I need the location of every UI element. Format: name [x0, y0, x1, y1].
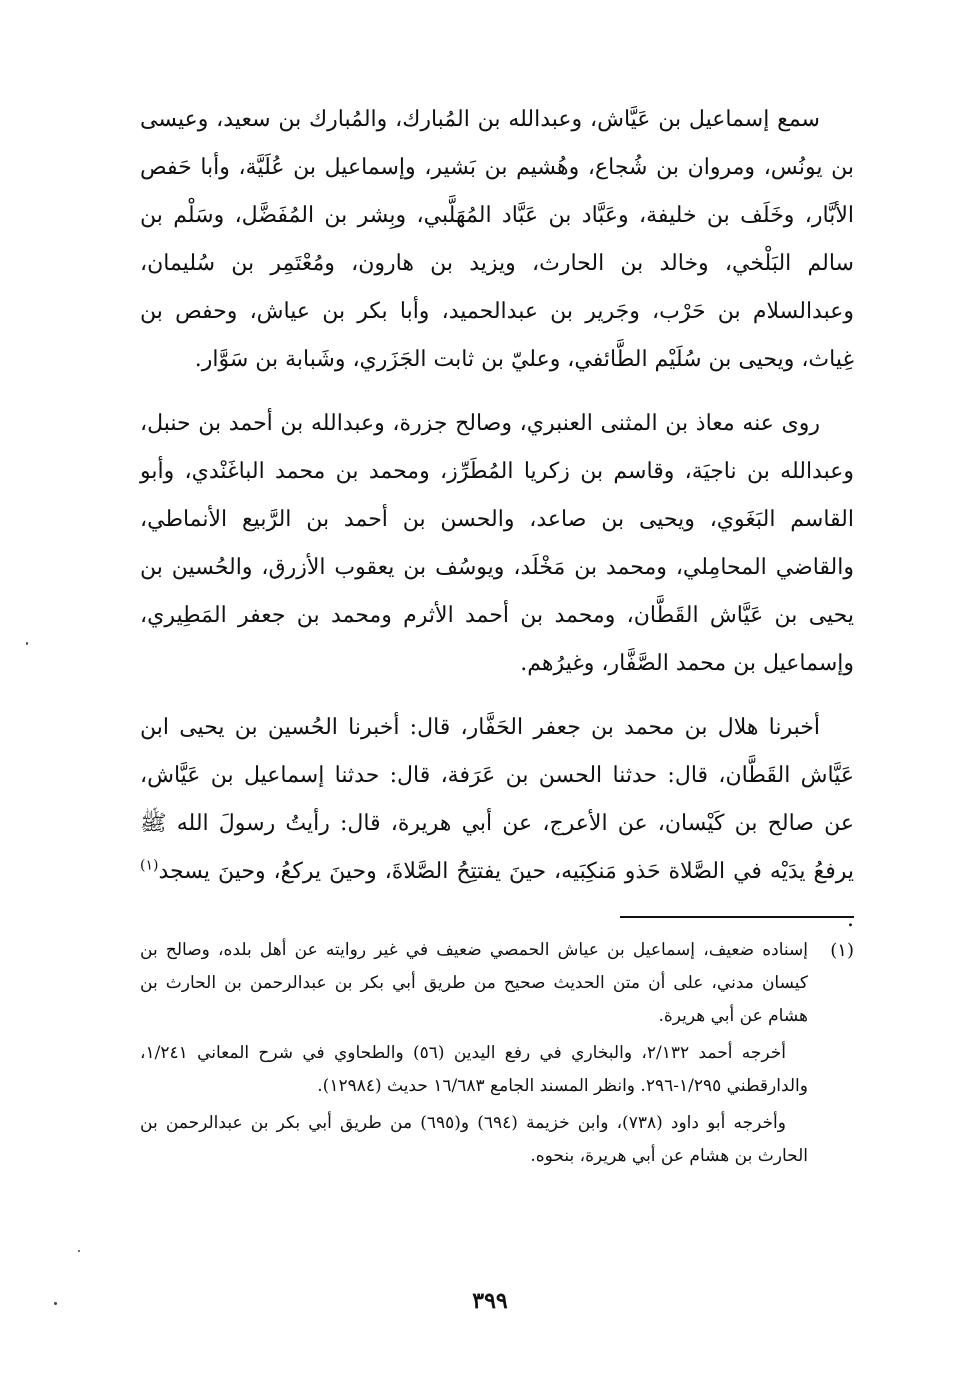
footnote-number: (١)	[830, 940, 854, 961]
footnote-paragraph-isnad: إسناده ضعيف، إسماعيل بن عياش الحمصي ضعيف في غير روايته عن أهل بلده، وصالح بن كيسان مدني، على أن متن الحديث صحيح من طريق أبي بكر بن عبدالرحمن بن الحارث بن هشام عن أبي هريرة.	[140, 940, 808, 1026]
footnote-reference: (١)	[140, 857, 159, 874]
footnote	[140, 934, 854, 1177]
hadith-text: أخبرنا هلال بن محمد بن جعفر الحَفَّار، قال: أخبرنا الحُسين بن يحيى ابن عَيَّاش القَطَّان، قال: حدثنا الحسن بن عَرَفة، قال: حدثنا إسماعيل بن عَيَّاش، عن صالح بن كَيْسان، عن الأعرج، عن أبي هريرة، قال: رأيتُ رسولَ الله ﷺ يرفعُ يدَيْه في الصَّلاة حَذو مَنكِبَيه، حينَ يفتتِحُ الصَّلاةَ، وحينَ يركعُ، وحينَ يسجد	[140, 715, 854, 884]
footnote-divider	[620, 916, 854, 918]
paragraph-teachers: سمع إسماعيل بن عَيَّاش، وعبدالله بن المُبارك، والمُبارك بن سعيد، وعيسى بن يونُس، ومروان بن شُجاع، وهُشيم بن بَشير، وإسماعيل بن عُلَيَّة، وأبا حَفص الأبَّار، وخَلَف بن خليفة، وعَبَّاد بن عَبَّاد المُهَلَّبي، وبِشر بن المُفَضَّل، وسَلْم بن سالم البَلْخي، وخالد بن الحارث، ويزيد بن هارون، ومُعْتَمِر بن سُليمان، وعبدالسلام بن حَرْب، وجَرير بن عبدالحميد، وأبا بكر بن عياش، وحفص بن غِياث، ويحيى بن سُلَيْم الطَّائفي، وعليّ بن ثابت الجَزَري، وشَبابة بن سَوَّار.	[140, 107, 854, 372]
page-number: ٣٩٩	[472, 1288, 508, 1314]
paragraph-hadith	[140, 704, 854, 944]
paragraph-students: روى عنه معاذ بن المثنى العنبري، وصالح جزرة، وعبدالله بن أحمد بن حنبل، وعبدالله بن ناجيَة، وقاسم بن زكريا المُطَرِّز، ومحمد بن محمد الباغَنْدي، وأبو القاسم البَغَوي، ويحيى بن صاعد، والحسن بن أحمد بن الرَّبيع الأنماطي، والقاضي المحامِلي، ومحمد بن مَخْلَد، ويوسُف بن يعقوب الأزرق، والحُسين بن يحيى بن عَيَّاش القَطَّان، ومحمد بن أحمد الأثرم ومحمد بن جعفر المَطِيري، وإسماعيل بن محمد الصَّفَّار، وغيرُهم.	[140, 411, 854, 676]
scan-speck	[26, 642, 28, 645]
hadith-closing-period: .	[847, 907, 854, 932]
scan-speck	[54, 1302, 57, 1305]
main-text	[140, 96, 854, 960]
footnote-paragraph-abu-dawud: وأخرجه أبو داود (٧٣٨)، وابن خزيمة (٦٩٤) و(٦٩٥) من طريق أبي بكر بن عبدالرحمن بن الحارث بن هشام عن أبي هريرة، بنحوه.	[140, 1113, 808, 1166]
footnotes	[140, 934, 854, 1177]
footnote-body	[140, 934, 808, 1177]
footnote-paragraph-takhrij: أخرجه أحمد ٢/١٣٢، والبخاري في رفع اليدين (٥٦) والطحاوي في شرح المعاني ١/٢٤١، والدارقطني ١/٢٩٥-٢٩٦. وانظر المسند الجامع ١٦/٦٨٣ حديث (١٢٩٨٤).	[140, 1043, 808, 1096]
scan-speck	[78, 1250, 80, 1252]
